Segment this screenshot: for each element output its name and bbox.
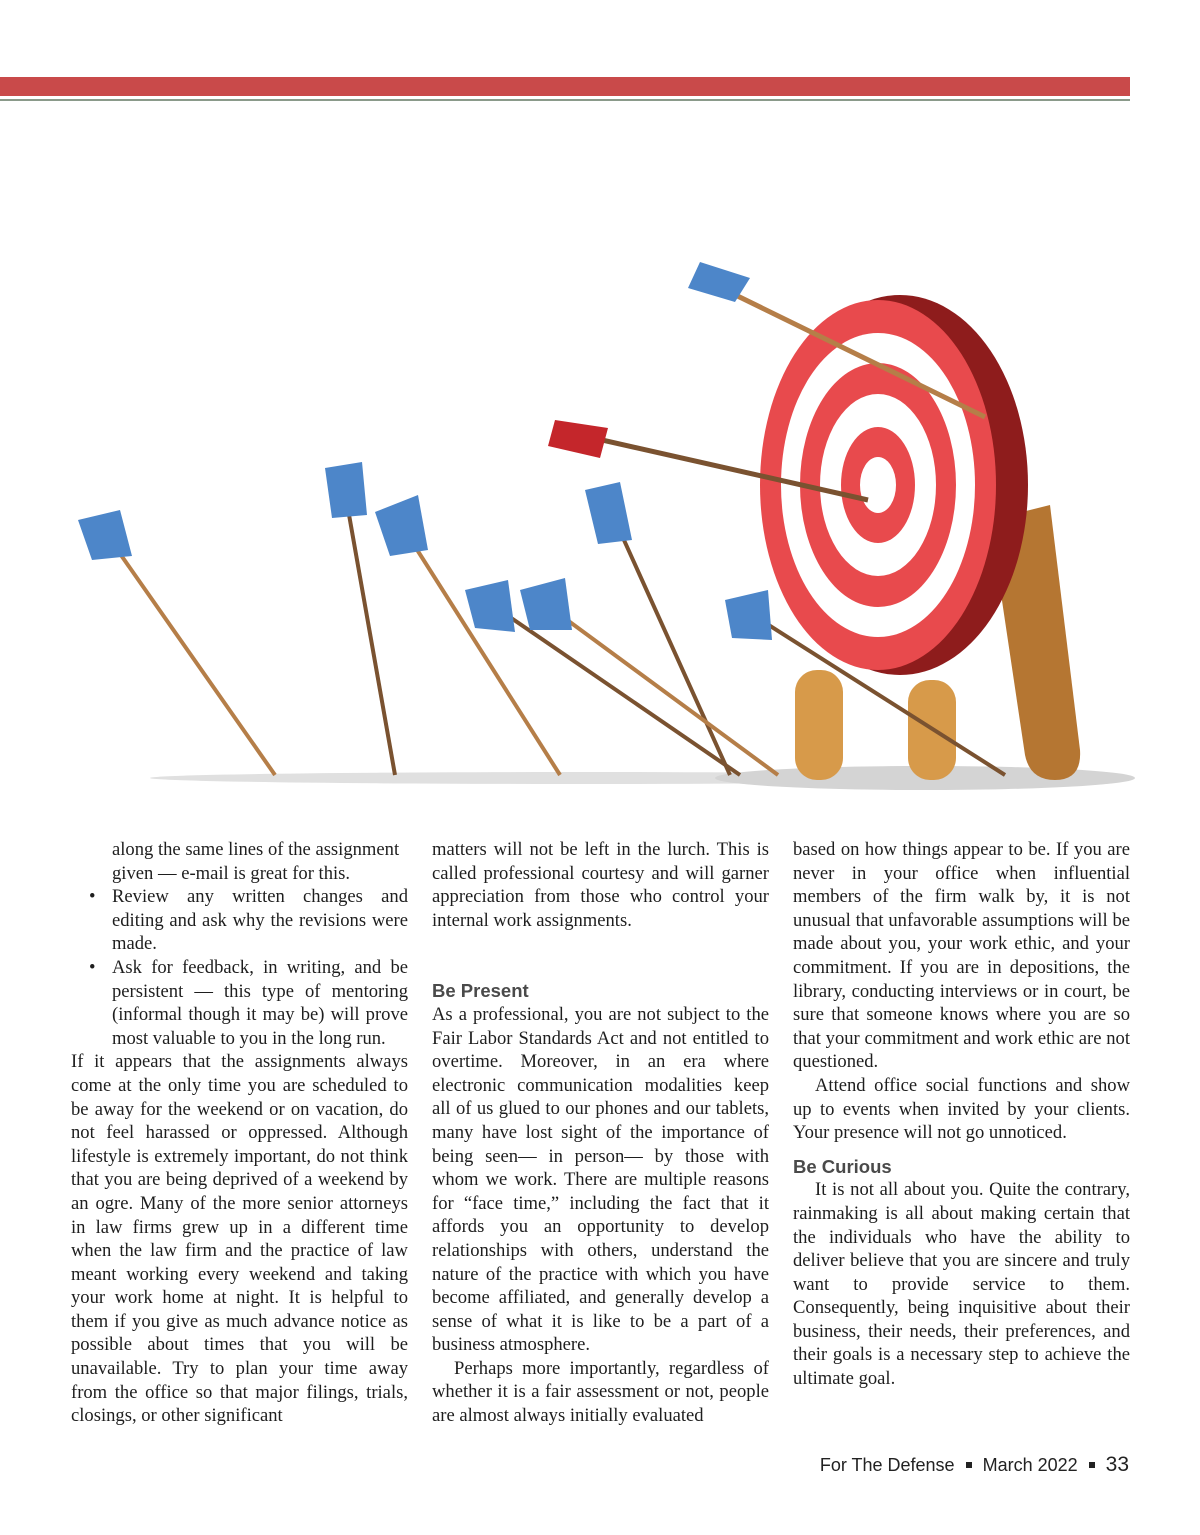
bullet-list xyxy=(71,885,408,1050)
paragraph: It is not all about you. Quite the contrary, rainmaking is all about making certain that the individuals who have the ability to deliver believe that you are sincere and truly want to provide service to them. Consequently, being inquisitive about their business, their needs, their preferences, and their goals is a necessary step to achieve the ultimate goal. xyxy=(793,1179,1130,1390)
paragraph: matters will not be left in the lurch. This is called professional courtesy and will garner appreciation from those who control your internal work assignments. xyxy=(432,839,769,931)
list-item xyxy=(71,885,408,956)
section-heading-be-curious: Be Curious xyxy=(793,1155,892,1177)
separator-square-icon xyxy=(1089,1462,1095,1468)
list-item-text: Review any written changes and editing and ask why the revisions were made. xyxy=(112,886,408,955)
header-rule xyxy=(0,99,1130,101)
bullet-icon: • xyxy=(89,886,96,908)
column-3 xyxy=(793,838,1130,1391)
separator-square-icon xyxy=(966,1462,972,1468)
paragraph: Attend office social functions and show up to events when invited by your clients. Your presence will not go unnoticed. xyxy=(793,1074,1130,1144)
publication-name: For The Defense xyxy=(819,1454,955,1475)
column-1 xyxy=(71,838,408,1428)
issue-date: March 2022 xyxy=(982,1454,1078,1475)
paragraph: based on how things appear to be. If you are never in your office when influential members of the firm walk by, it is not unusual that unfavorable assumptions will be made about you, your work ethic, and your commitment. If you are in depositions, the library, conducting interviews or in court, be sure that someone knows where you are so that your commitment and work ethic are not questioned. xyxy=(793,839,1130,1073)
header-accent-bar xyxy=(0,77,1130,96)
target-with-arrows-icon xyxy=(60,250,1140,810)
paragraph: Perhaps more importantly, regardless of whether it is a fair assessment or not, people are almost always initially evaluated xyxy=(432,1357,769,1427)
list-item xyxy=(71,956,408,1050)
continuation-line-1: along the same lines of the assignment xyxy=(112,839,400,860)
bullet-icon: • xyxy=(89,956,96,978)
page-number: 33 xyxy=(1105,1453,1129,1476)
paragraph: If it appears that the assignments always come at the only time you are scheduled to be away for the weekend or on vacation, do not feel harassed or oppressed. Although lifestyle is extremely important, do not think that you are being deprived of a weekend by an ogre. Many of the more senior attorneys in law firms grew up in a different time when the law firm and the practice of law meant working every weekend and taking your work home at night. It is helpful to them if you give as much advance notice as possible about times that you will be unavailable. Try to plan your time away from the office so that major filings, trials, closings, or other significant xyxy=(71,1051,408,1427)
section-heading-be-present: Be Present xyxy=(432,980,529,1002)
list-continuation xyxy=(71,838,408,885)
paragraph: As a professional, you are not subject to the Fair Labor Standards Act and not entitled to overtime. Moreover, in an era where electronic communication modalities keep all of us glued to our phones and our tablets, many have lost sight of the importance of being seen— in person— by those with whom we work. There are multiple reasons for “face time,” including the fact that it affords you an opportunity to develop relationships with others, understand the nature of the practice with which you have become affiliated, and generally develop a sense of what it is like to be a part of a business atmosphere. xyxy=(432,1003,769,1356)
page-footer xyxy=(820,1453,1129,1477)
column-2 xyxy=(432,838,769,1428)
list-item-text: Ask for feedback, in writing, and be persistent — this type of mentoring (informal though it may be) will prove most valuable to you in the long run. xyxy=(112,956,408,1049)
continuation-line-2: given — e-mail is great for this. xyxy=(112,862,351,884)
